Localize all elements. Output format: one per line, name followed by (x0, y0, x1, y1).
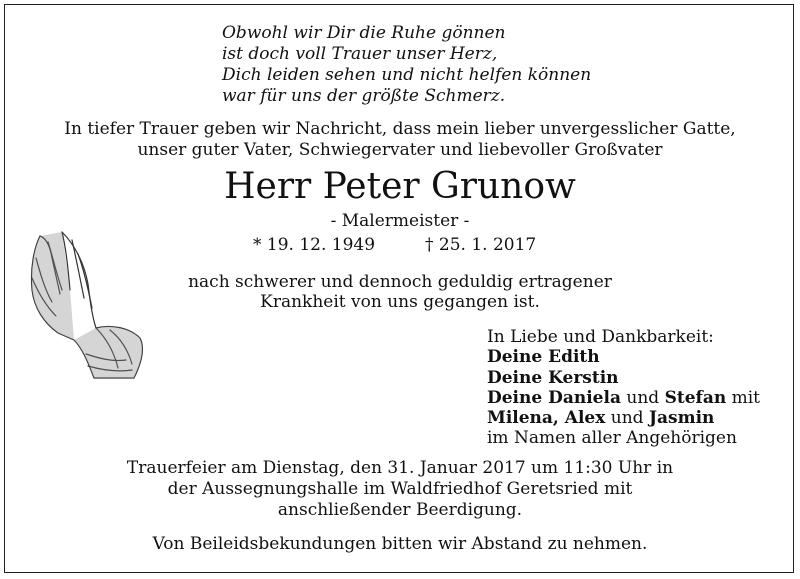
signer-name: Stefan (664, 387, 727, 408)
conjunction: mit (726, 387, 761, 408)
signers-footer: im Namen aller Angehörigen (487, 428, 737, 449)
signer-name: Deine Kerstin (487, 367, 619, 388)
poem-line: ist doch voll Trauer unser Herz, (222, 44, 498, 64)
poem-line: war für uns der größte Schmerz. (222, 86, 506, 106)
intro-line: In tiefer Trauer geben wir Nachricht, dass mein lieber unvergesslicher Gatte, (64, 119, 736, 139)
conjunction: und (620, 387, 665, 408)
service-line: der Aussegnungshalle im Waldfriedhof Geretsried mit (167, 479, 633, 499)
praying-hands-icon (22, 228, 154, 388)
passing-line: nach schwerer und dennoch geduldig ertragener (188, 272, 612, 292)
signer-name: Deine Daniela (487, 387, 621, 408)
poem (222, 23, 591, 107)
signers-block (487, 327, 760, 449)
signers-heading: In Liebe und Dankbarkeit: (487, 327, 714, 347)
signer-name: Jasmin (648, 408, 715, 429)
intro-text (0, 119, 800, 161)
poem-line: Dich leiden sehen und nicht helfen können (222, 65, 592, 85)
profession: - Malermeister - (330, 211, 470, 231)
intro-line: unser guter Vater, Schwiegervater und liebevoller Großvater (137, 140, 663, 160)
signer-name: Deine Edith (487, 347, 600, 368)
conjunction: und (605, 408, 649, 429)
signer-name: Milena, Alex (487, 408, 606, 429)
passing-line: Krankheit von uns gegangen ist. (260, 292, 540, 312)
service-line: Trauerfeier am Dienstag, den 31. Januar 2017 um 11:30 Uhr in (126, 458, 674, 478)
deceased-name: Herr Peter Grunow (224, 166, 576, 207)
birth-date: * 19. 12. 1949 (253, 235, 376, 255)
service-line: anschließender Beerdigung. (277, 500, 523, 520)
poem-line: Obwohl wir Dir die Ruhe gönnen (222, 23, 506, 43)
death-date: † 25. 1. 2017 (425, 235, 537, 255)
service-info (0, 458, 800, 521)
closing-note: Von Beileidsbekundungen bitten wir Abstand zu nehmen. (152, 534, 648, 554)
